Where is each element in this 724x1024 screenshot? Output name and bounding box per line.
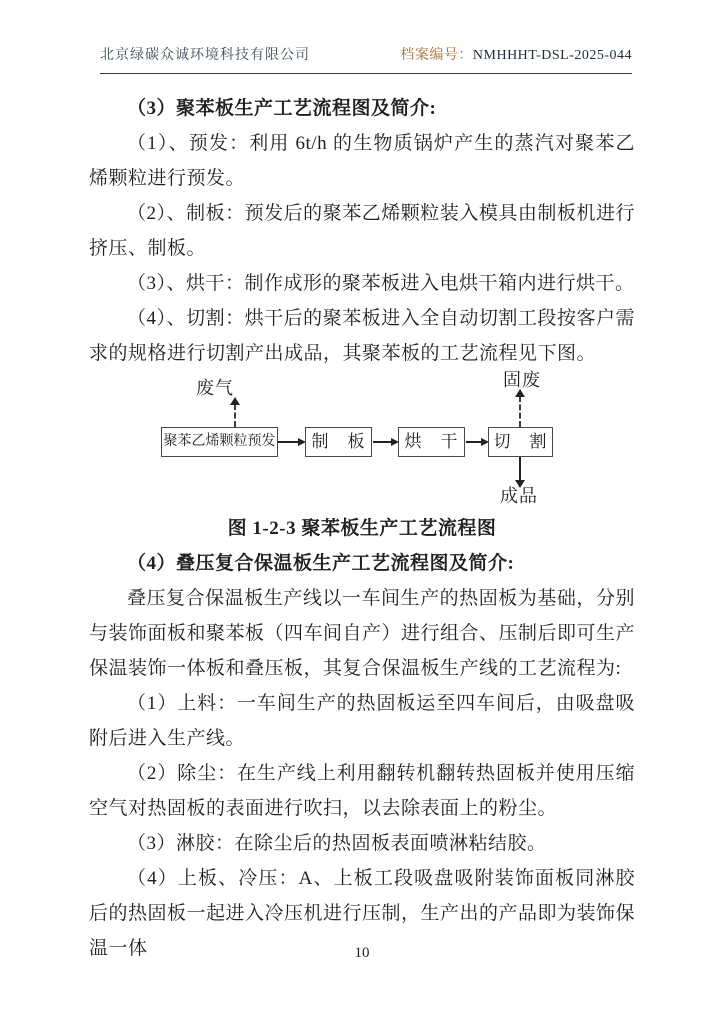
- product-label: 成品: [500, 486, 538, 506]
- page-number: 10: [354, 945, 370, 961]
- dashed-arrow-up-icon: [519, 396, 521, 427]
- flow-arrow-right-icon: [373, 441, 397, 443]
- file-number-label: 档案编号：: [400, 48, 473, 63]
- flow-box-board-making: 制 板: [305, 427, 372, 457]
- section4-heading: （4）叠压复合保温板生产工艺流程图及简介:: [127, 553, 515, 574]
- body-paragraph: （1）、预发：利用 6t/h 的生物质锅炉产生的蒸汽对聚苯乙烯颗粒进行预发。: [89, 133, 635, 189]
- file-number-value: NMHHHT-DSL-2025-044: [472, 48, 632, 63]
- page-header: [100, 0, 632, 74]
- body-paragraph: 叠压复合保温板生产线以一车间生产的热固板为基础，分别与装饰面板和聚苯板（四车间自产）进行组合、压制后即可生产保温装饰一体板和叠压板，其复合保温板生产线的工艺流程为:: [89, 588, 636, 679]
- company-name: 北京绿碳众诚环境科技有限公司: [100, 48, 310, 63]
- body-paragraph: （4）、切割：烘干后的聚苯板进入全自动切割工段按客户需求的规格进行切割产出成品，其聚苯板的工艺流程见下图。: [89, 308, 635, 364]
- body-paragraph: （2）除尘：在生产线上利用翻转机翻转热固板并使用压缩空气对热固板的表面进行吹扫，以去除表面上的粉尘。: [89, 763, 635, 819]
- solid-waste-label: 固废: [503, 370, 541, 390]
- file-number: [400, 44, 632, 64]
- body-paragraph: （4）上板、冷压：A、上板工段吸盘吸附装饰面板同淋胶后的热固板一起进入冷压机进行压制，生产出的产品即为装饰保温一体: [89, 868, 636, 959]
- body-paragraph: （2）、制板：预发后的聚苯乙烯颗粒装入模具由制板机进行挤压、制板。: [89, 203, 635, 259]
- body-paragraph: （1）上料：一车间生产的热固板运至四车间后，由吸盘吸附后进入生产线。: [89, 693, 635, 749]
- process-flow-diagram: [89, 371, 635, 511]
- dashed-arrow-up-icon: [234, 404, 236, 427]
- flow-box-cutting: 切 割: [488, 427, 553, 457]
- flow-box-pre-expansion: 聚苯乙烯颗粒预发: [161, 427, 278, 457]
- section3-heading: （3）聚苯板生产工艺流程图及简介:: [127, 98, 437, 119]
- solid-arrow-down-icon: [519, 457, 521, 481]
- document-body: [89, 91, 635, 966]
- flow-arrow-right-icon: [278, 441, 304, 443]
- flow-arrow-right-icon: [466, 441, 487, 443]
- body-paragraph: （3）淋胶：在除尘后的热固板表面喷淋粘结胶。: [127, 833, 547, 854]
- figure-caption: 图 1-2-3 聚苯板生产工艺流程图: [227, 518, 497, 539]
- waste-gas-label: 废气: [196, 378, 234, 398]
- body-paragraph: （3）、烘干：制作成形的聚苯板进入电烘干箱内进行烘干。: [127, 273, 635, 294]
- flow-box-drying: 烘 干: [398, 427, 465, 457]
